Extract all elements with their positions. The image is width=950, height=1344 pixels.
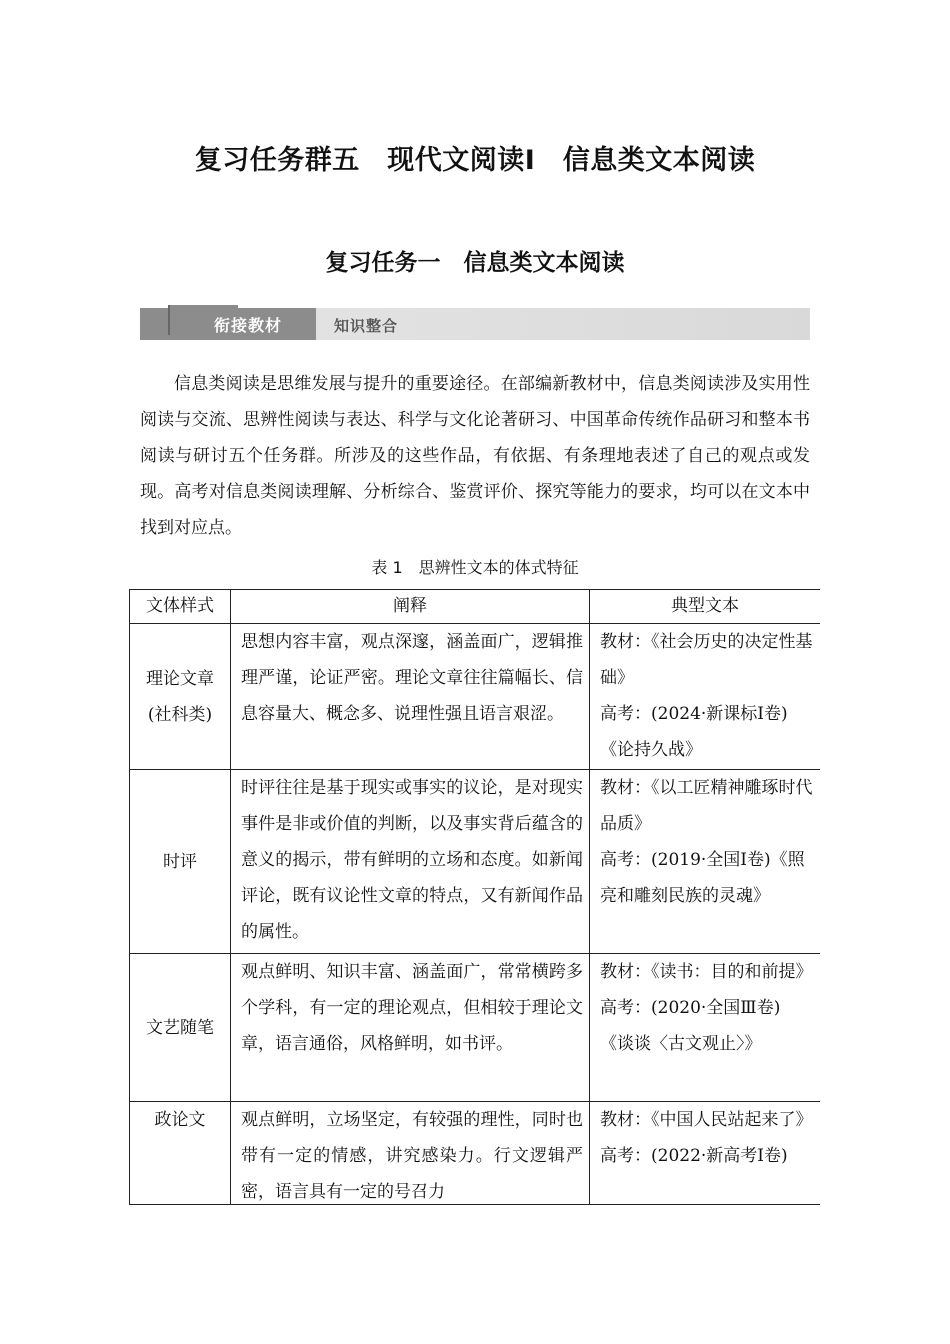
table-row — [130, 770, 821, 954]
genre-cell: 政论文 — [130, 1102, 231, 1206]
table-header-row — [130, 590, 821, 624]
intro-paragraph: 信息类阅读是思维发展与提升的重要途径。在部编新教材中，信息类阅读涉及实用性阅读与交流、思辨性阅读与表达、科学与文化论著研习、中国革命传统作品研习和整本书阅读与研讨五个任务群。所涉及的这些作品，有依据、有条理地表述了自己的观点或发现。高考对信息类阅读理解、分析综合、鉴赏评价、探究等能力的要求，均可以在文本中找到对应点。 — [140, 374, 810, 538]
exam-example: 高考：(2024·新课标Ⅰ卷)《论持久战》 — [600, 704, 788, 760]
explanation-cell: 观点鲜明、知识丰富、涵盖面广，常常横跨多个学科，有一定的理论观点，但相较于理论文章，语言通俗，风格鲜明，如书评。 — [231, 954, 590, 1102]
example-cell — [590, 954, 821, 1102]
section-banner — [140, 308, 810, 340]
explanation-cell: 思想内容丰富，观点深邃，涵盖面广，逻辑推理严谨，论证严密。理论文章往往篇幅长、信息容量大、概念多、说理性强且语言艰涩。 — [231, 624, 590, 770]
header-typical-text: 典型文本 — [590, 590, 821, 624]
example-cell — [590, 1102, 821, 1206]
genre-table — [129, 589, 820, 1205]
sub-title: 复习任务一 信息类文本阅读 — [325, 250, 625, 276]
textbook-example: 教材：《社会历史的决定性基础》 — [600, 632, 813, 688]
table-row — [130, 954, 821, 1102]
table-container — [129, 589, 820, 1205]
banner-tab-label: 衔接教材 — [214, 316, 283, 335]
exam-example: 高考：(2022·新高考Ⅰ卷) — [600, 1146, 788, 1166]
genre-cell: 文艺随笔 — [130, 954, 231, 1102]
explanation-cell: 观点鲜明，立场坚定，有较强的理性，同时也带有一定的情感，讲究感染力。行文逻辑严密，语言具有一定的号召力 — [231, 1102, 590, 1206]
banner-tab — [140, 308, 316, 340]
genre-cell: 理论文章(社科类) — [130, 624, 231, 770]
header-explanation: 阐释 — [231, 590, 590, 624]
table-row — [130, 624, 821, 770]
textbook-example: 教材：《读书：目的和前提》 — [600, 962, 813, 982]
genre-cell: 时评 — [130, 770, 231, 954]
table-row — [130, 1102, 821, 1206]
example-cell — [590, 624, 821, 770]
example-cell — [590, 770, 821, 954]
explanation-cell: 时评往往是基于现实或事实的议论，是对现实事件是非或价值的判断，以及事实背后蕴含的意义的揭示，带有鲜明的立场和态度。如新闻评论，既有议论性文章的特点，又有新闻作品的属性。 — [231, 770, 590, 954]
table-caption: 表 1 思辨性文本的体式特征 — [371, 558, 579, 577]
textbook-example: 教材：《中国人民站起来了》 — [600, 1110, 813, 1130]
textbook-example: 教材：《以工匠精神雕琢时代品质》 — [600, 778, 813, 834]
header-genre: 文体样式 — [130, 590, 231, 624]
main-title: 复习任务群五 现代文阅读Ⅰ 信息类文本阅读 — [194, 145, 756, 176]
exam-example: 高考：(2020·全国Ⅲ卷)《谈谈〈古文观止〉》 — [600, 998, 781, 1054]
banner-tag-label: 知识整合 — [334, 317, 399, 335]
exam-example: 高考：(2019·全国Ⅰ卷)《照亮和雕刻民族的灵魂》 — [600, 850, 805, 906]
